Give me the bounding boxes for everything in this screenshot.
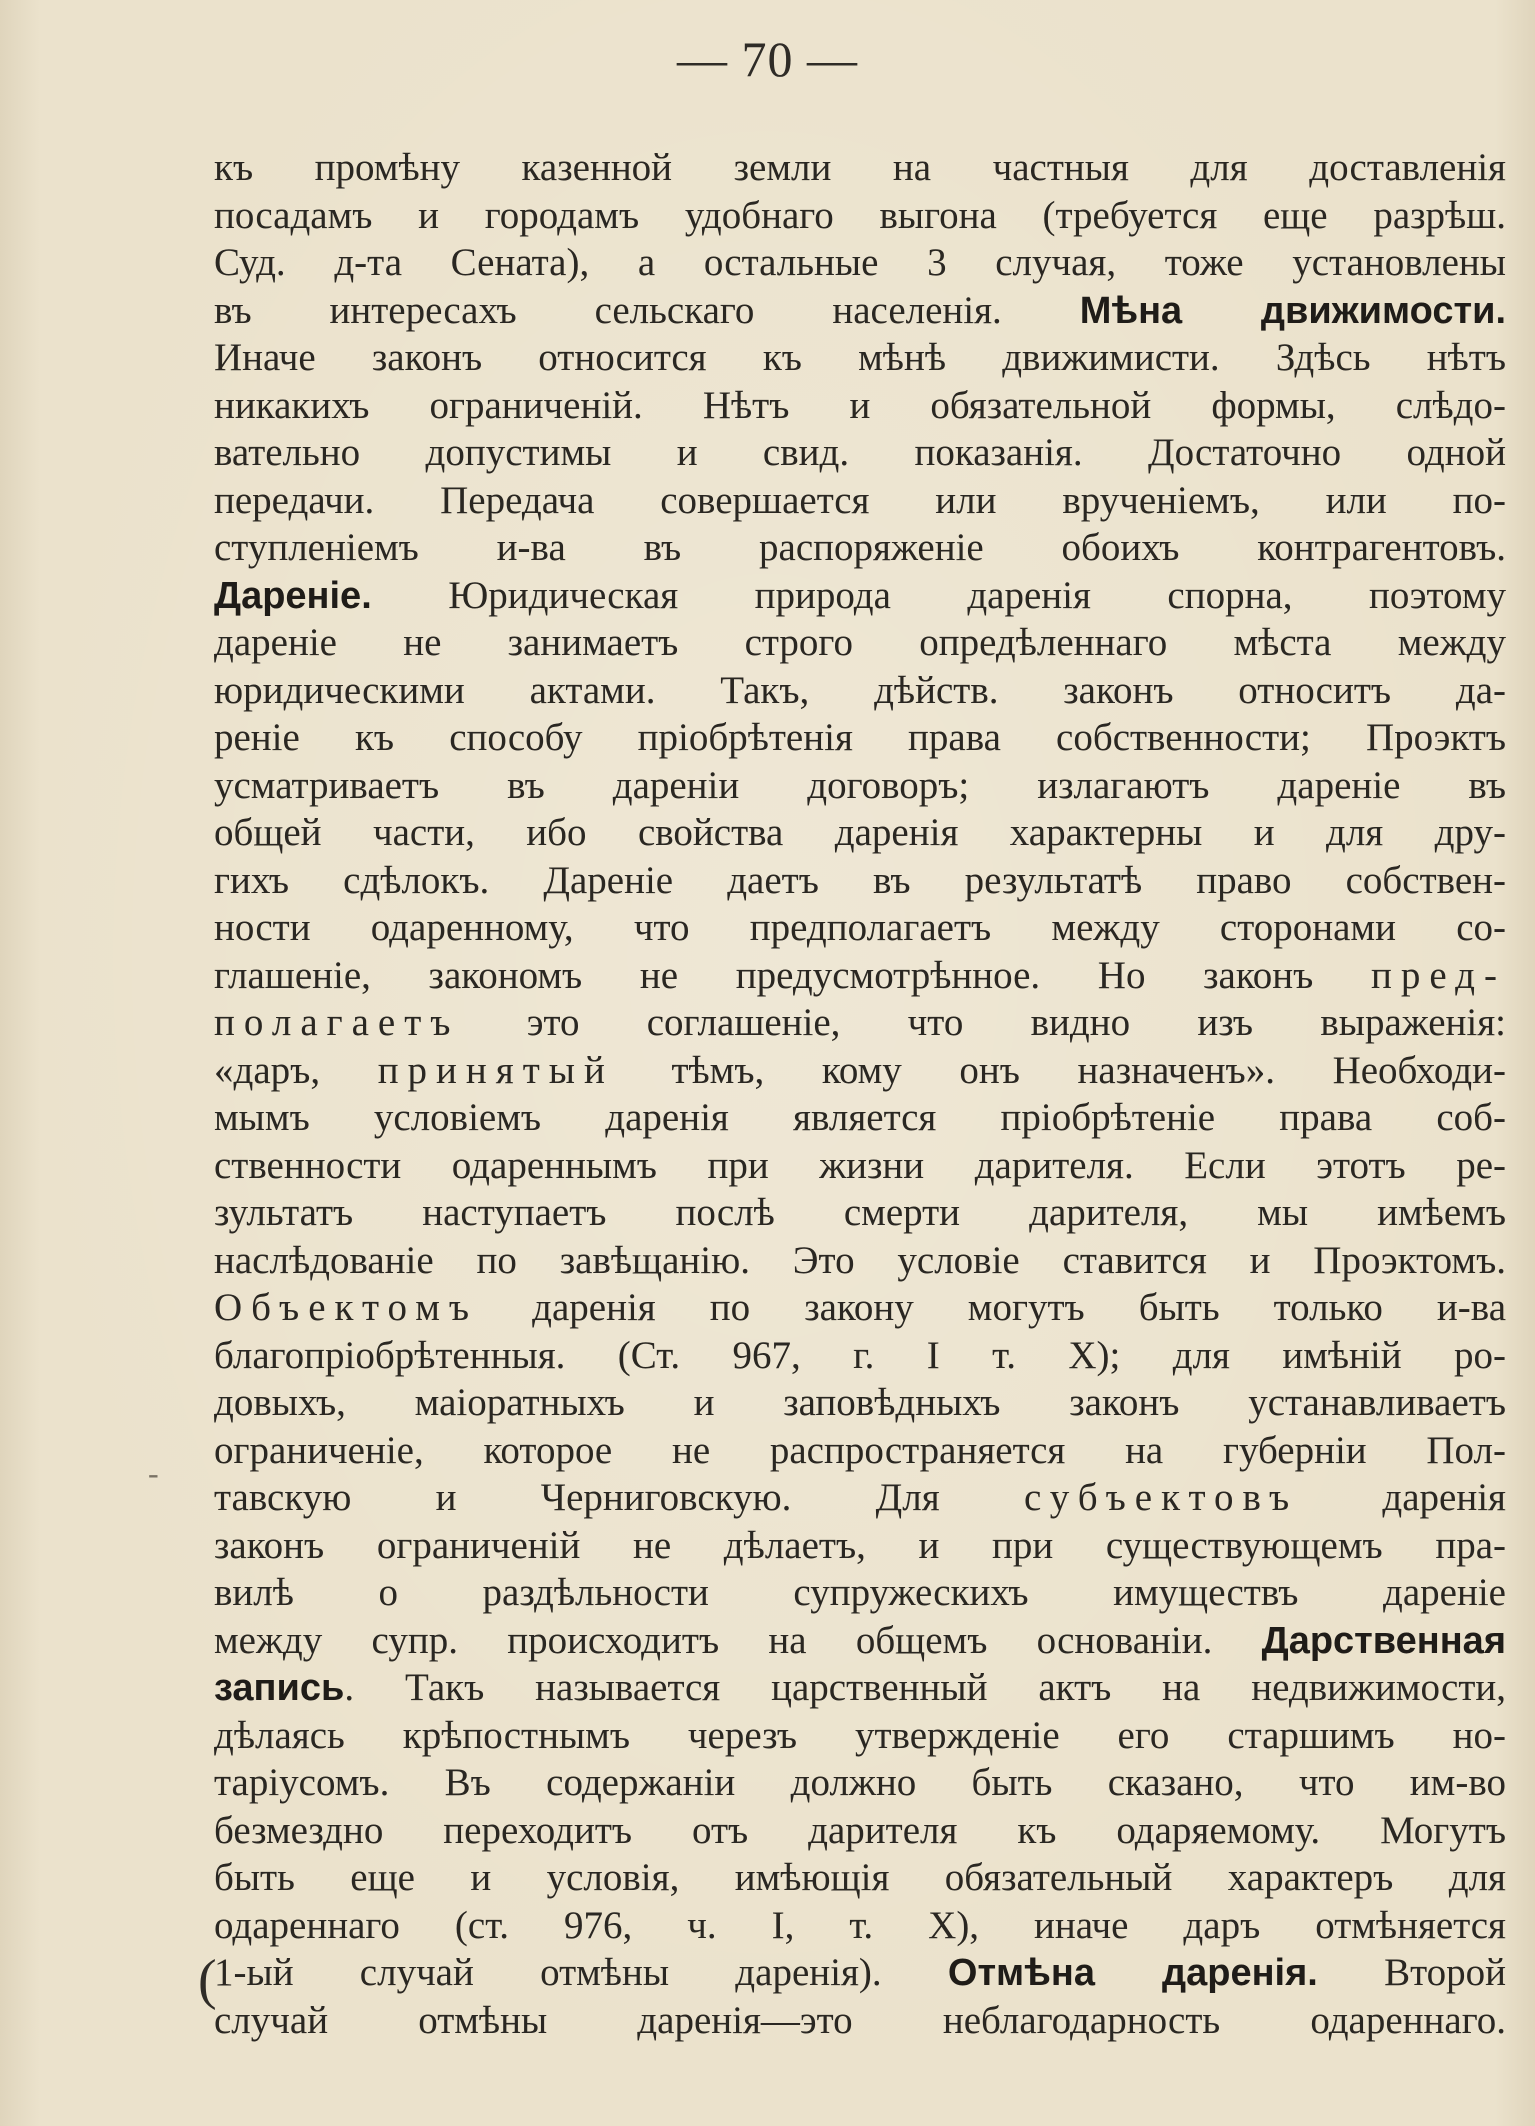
bold-heading: Дареніе. xyxy=(214,574,372,617)
spaced-emphasis: субъектовъ xyxy=(1023,1476,1299,1519)
text-run: передачи. Передача совершается или врученіемъ, или по- xyxy=(214,478,1506,522)
text-run: даренія xyxy=(1298,1476,1506,1519)
text-line xyxy=(214,904,1506,952)
text-run: общей части, ибо свойства даренія характерны и для дру- xyxy=(214,811,1506,854)
text-run: таріусомъ. Въ содержаніи должно быть сказано, что им-во xyxy=(214,1761,1506,1804)
text-run: 1-ый случай отмѣны даренія). xyxy=(214,1951,948,1994)
text-run: даренія по закону могутъ быть только и-ва xyxy=(478,1286,1506,1329)
spaced-emphasis: Объектомъ xyxy=(214,1286,479,1329)
text-line xyxy=(214,1997,1506,2045)
text-line xyxy=(214,1427,1506,1475)
page-number: — 70 — xyxy=(677,31,858,87)
text-run: безмездно переходитъ отъ дарителя къ одаряемому. Могутъ xyxy=(214,1808,1506,1852)
text-run: Второй xyxy=(1317,1951,1506,1994)
text-run: между супр. происходитъ на общемъ основаніи. xyxy=(214,1618,1262,1662)
text-run: Иначе законъ относится къ мѣнѣ движимисти. Здѣсь нѣтъ xyxy=(214,336,1506,379)
text-run: ограниченіе, которое не распространяется на губерніи Пол- xyxy=(214,1428,1506,1472)
text-run: тавскую и Черниговскую. Для xyxy=(214,1476,1024,1519)
text-line xyxy=(214,1617,1506,1665)
text-run: ности одаренному, что предполагаетъ между сторонами со- xyxy=(214,906,1506,949)
text-run: вилѣ о раздѣльности супружескихъ имуществъ дареніе xyxy=(214,1571,1506,1614)
spaced-emphasis: принятый xyxy=(377,1048,614,1092)
text-run: дареніе не занимаетъ строго опредѣленнаго мѣста между xyxy=(214,621,1506,664)
text-run: . Такъ называется царственный актъ на недвижимости, xyxy=(344,1666,1506,1709)
text-line xyxy=(214,1807,1506,1855)
text-run: быть еще и условія, имѣющія обязательный характеръ для xyxy=(214,1856,1506,1899)
text-run: реніе къ способу пріобрѣтенія права собственности; Проэктъ xyxy=(214,716,1506,759)
text-line xyxy=(214,192,1506,240)
text-line xyxy=(214,1047,1506,1095)
text-line xyxy=(214,239,1506,287)
text-line xyxy=(214,1712,1506,1760)
text-run: къ промѣну казенной земли на частныя для доставленія xyxy=(214,146,1506,189)
text-run: гихъ сдѣлокъ. Дареніе даетъ въ результатѣ право собствен- xyxy=(214,858,1506,902)
text-line xyxy=(214,1379,1506,1427)
text-line xyxy=(214,382,1506,430)
text-run: ственности одареннымъ при жизни дарителя. Если этотъ ре- xyxy=(214,1143,1506,1187)
text-line xyxy=(214,1664,1506,1712)
text-run: тѣмъ, кому онъ назначенъ». Необходи- xyxy=(613,1048,1506,1092)
text-line xyxy=(214,287,1506,335)
text-line xyxy=(214,1094,1506,1142)
margin-bracket: ( xyxy=(198,1949,217,2011)
text-run: вательно допустимы и свид. показанія. Достаточно одной xyxy=(214,431,1506,474)
text-line xyxy=(214,1237,1506,1285)
spaced-emphasis: пред- xyxy=(1371,953,1506,997)
text-line xyxy=(214,1332,1506,1380)
bold-heading: Дарственная xyxy=(1261,1619,1506,1662)
text-run: одареннаго (ст. 976, ч. I, т. X), иначе даръ отмѣняется xyxy=(214,1903,1506,1947)
text-line xyxy=(214,1569,1506,1617)
text-line xyxy=(214,714,1506,762)
text-line xyxy=(214,1522,1506,1570)
text-line xyxy=(214,144,1506,192)
text-line xyxy=(214,762,1506,810)
text-line xyxy=(214,952,1506,1000)
text-line xyxy=(214,1189,1506,1237)
text-line xyxy=(214,1949,1506,1997)
text-run: усматриваетъ въ дареніи договоръ; излагаютъ дареніе въ xyxy=(214,763,1506,807)
text-line xyxy=(214,809,1506,857)
text-run: Юридическая природа даренія спорна, поэтому xyxy=(371,573,1506,617)
text-run: это соглашеніе, что видно изъ выраженія: xyxy=(459,1001,1506,1044)
margin-mark: - xyxy=(148,1455,159,1491)
text-line xyxy=(214,857,1506,905)
text-run: законъ ограниченій не дѣлаетъ, и при существующемъ пра- xyxy=(214,1523,1506,1567)
spaced-emphasis: полагаетъ xyxy=(214,1001,460,1044)
text-run: глашеніе, закономъ не предусмотрѣнное. Но законъ xyxy=(214,953,1371,997)
text-line xyxy=(214,572,1506,620)
text-line xyxy=(214,1284,1506,1332)
text-run: въ интересахъ сельскаго населенія. xyxy=(214,288,1080,332)
body-text xyxy=(214,144,1506,2044)
text-run: юридическими актами. Такъ, дѣйств. законъ относитъ да- xyxy=(214,668,1506,712)
bold-heading: Отмѣна даренія. xyxy=(947,1952,1318,1994)
text-run: довыхъ, маіоратныхъ и заповѣдныхъ законъ устанавливаетъ xyxy=(214,1381,1506,1424)
text-run: наслѣдованіе по завѣщанію. Это условіе ставится и Проэктомъ. xyxy=(214,1238,1506,1282)
text-run: благопріобрѣтенныя. (Ст. 967, г. I т. X); для имѣній ро- xyxy=(214,1333,1506,1377)
text-line xyxy=(214,524,1506,572)
text-line xyxy=(214,999,1506,1047)
text-run: никакихъ ограниченій. Нѣтъ и обязательной формы, слѣдо- xyxy=(214,383,1506,427)
text-line xyxy=(214,667,1506,715)
text-line xyxy=(214,1142,1506,1190)
text-run: Суд. д-та Сената), а остальные 3 случая, тоже установлены xyxy=(214,241,1506,284)
text-line xyxy=(214,619,1506,667)
bold-heading: запись xyxy=(214,1667,345,1709)
text-line xyxy=(214,1854,1506,1902)
text-line xyxy=(214,1474,1506,1522)
text-run: случай отмѣны даренія—это неблагодарность одареннаго. xyxy=(214,1998,1506,2042)
text-run: дѣлаясь крѣпостнымъ черезъ утвержденіе его старшимъ но- xyxy=(214,1713,1506,1757)
text-line xyxy=(214,1902,1506,1950)
text-run: мымъ условіемъ даренія является пріобрѣтеніе права соб- xyxy=(214,1096,1506,1139)
text-run: зультатъ наступаетъ послѣ смерти дарителя, мы имѣемъ xyxy=(214,1191,1506,1234)
text-line xyxy=(214,477,1506,525)
bold-heading: Мѣна движимости. xyxy=(1079,289,1506,332)
text-line xyxy=(214,334,1506,382)
text-run: ступленіемъ и-ва въ распоряженіе обоихъ контрагентовъ. xyxy=(214,526,1506,569)
text-run: посадамъ и городамъ удобнаго выгона (требуется еще разрѣш. xyxy=(214,193,1506,237)
text-line xyxy=(214,1759,1506,1807)
text-line xyxy=(214,429,1506,477)
text-run: «даръ, xyxy=(214,1048,378,1092)
